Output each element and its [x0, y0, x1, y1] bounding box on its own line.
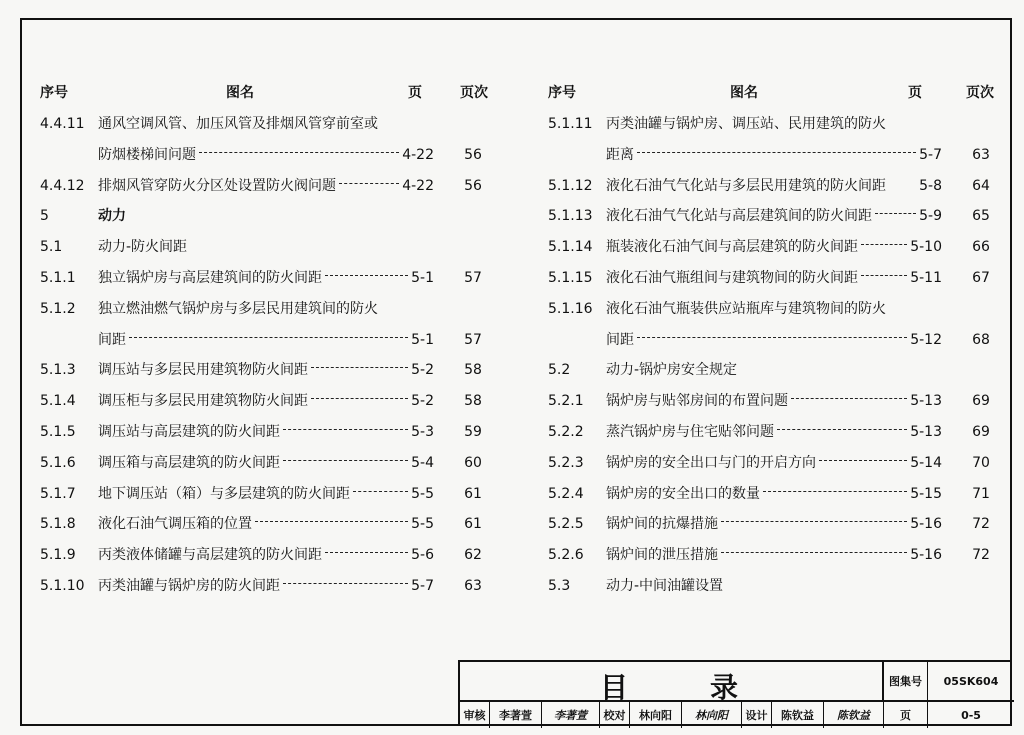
toc-row [548, 233, 1008, 261]
toc-page-ref: 5-8 [919, 177, 942, 194]
toc-title [98, 541, 434, 569]
toc-title-text: 丙类油罐与锅炉房、调压站、民用建筑的防火 [606, 116, 886, 132]
toc-title-text: 液化石油气气化站与多层民用建筑的防火间距 [606, 177, 886, 194]
toc-title [606, 172, 942, 200]
leader-dashes [353, 491, 408, 492]
toc-page-ref: 4-22 [402, 177, 434, 194]
toc-number: 5.1.11 [548, 116, 593, 132]
toc-title [98, 202, 434, 230]
toc-row [40, 387, 500, 415]
toc-row [40, 510, 500, 538]
check-label: 校对 [600, 702, 630, 728]
leader-dashes [763, 491, 907, 492]
toc-volume-page: 71 [972, 485, 990, 502]
toc-page-ref: 5-4 [411, 454, 434, 471]
leader-dashes [325, 275, 408, 276]
toc-number: 5.1.4 [40, 393, 76, 410]
toc-page-ref: 5-2 [411, 362, 434, 379]
toc-page-ref: 5-5 [411, 485, 434, 502]
header-vol: 页次 [460, 85, 488, 101]
toc-title-text: 液化石油气气化站与高层建筑间的防火间距 [606, 208, 872, 225]
toc-row [548, 326, 1008, 354]
toc-number: 4.4.11 [40, 116, 85, 132]
toc-volume-page: 64 [972, 177, 990, 194]
toc-page-ref: 5-6 [411, 547, 434, 564]
toc-number: 4.4.12 [40, 177, 85, 194]
header-name: 图名 [730, 85, 758, 101]
toc-volume-page: 65 [972, 208, 990, 225]
toc-title [98, 418, 434, 446]
toc-number: 5.2.4 [548, 485, 584, 502]
leader-dashes [283, 583, 408, 584]
toc-title-text: 液化石油气瓶组间与建筑物间的防火间距 [606, 270, 858, 286]
toc-title [98, 449, 434, 477]
toc-number: 5.1.7 [40, 485, 76, 502]
toc-number: 5.1.12 [548, 177, 593, 194]
toc-row [548, 202, 1008, 230]
review-label: 审核 [460, 702, 490, 728]
toc-volume-page: 57 [464, 331, 482, 348]
toc-title [606, 449, 942, 477]
toc-title-text: 间距 [98, 331, 126, 348]
toc-title [606, 326, 942, 354]
header-vol: 页次 [966, 85, 994, 101]
header-seq: 序号 [548, 85, 576, 101]
toc-page-ref: 5-13 [910, 393, 942, 410]
toc-title [98, 480, 434, 508]
toc-title [606, 356, 942, 384]
toc-title [98, 572, 434, 600]
toc-number: 5.2.3 [548, 454, 584, 471]
toc-number: 5.2 [548, 362, 571, 379]
title-block [458, 660, 1012, 726]
toc-number: 5.1.6 [40, 454, 76, 471]
title-cell [460, 662, 884, 702]
toc-title [98, 295, 434, 323]
toc-page-ref: 5-12 [910, 331, 942, 348]
toc-title-text: 调压箱与高层建筑的防火间距 [98, 454, 280, 471]
leader-dashes [283, 460, 408, 461]
toc-title [606, 295, 942, 323]
leader-dashes [819, 460, 907, 461]
toc-title-text: 丙类液体储罐与高层建筑的防火间距 [98, 547, 322, 564]
toc-title [606, 418, 942, 446]
leader-dashes [791, 398, 907, 399]
toc-row [548, 449, 1008, 477]
toc-volume-page: 58 [464, 393, 482, 410]
header-name: 图名 [226, 85, 254, 101]
toc-page-ref: 5-5 [411, 516, 434, 533]
toc-row [548, 141, 1008, 169]
toc-title-text: 地下调压站（箱）与多层建筑的防火间距 [98, 485, 350, 502]
toc-title [606, 141, 942, 169]
leader-dashes [199, 152, 399, 153]
toc-row [548, 172, 1008, 200]
toc-row [40, 356, 500, 384]
leader-dashes [325, 552, 408, 553]
header-page: 页 [408, 85, 422, 101]
toc-title [606, 572, 942, 600]
toc-title [98, 326, 434, 354]
toc-title-text: 丙类油罐与锅炉房的防火间距 [98, 578, 280, 594]
header-page: 页 [908, 85, 922, 101]
toc-number: 5.2.5 [548, 516, 584, 533]
toc-number: 5.2.6 [548, 547, 584, 564]
toc-title [98, 510, 434, 538]
toc-page-ref: 5-14 [910, 454, 942, 471]
toc-title [98, 141, 434, 169]
toc-title-text: 蒸汽锅炉房与住宅贴邻问题 [606, 424, 774, 440]
toc-page-ref: 5-11 [910, 270, 942, 286]
toc-page-ref: 5-16 [910, 547, 942, 564]
leader-dashes [129, 337, 408, 338]
toc-row [40, 295, 500, 323]
toc-title-text: 调压柜与多层民用建筑物防火间距 [98, 393, 308, 410]
toc-title-text: 动力-防火间距 [98, 239, 188, 256]
toc-title-text: 锅炉房的安全出口的数量 [606, 485, 760, 502]
toc-volume-page: 60 [464, 454, 482, 471]
toc-number: 5.2.1 [548, 393, 584, 410]
title-char-2: 录 [710, 671, 741, 704]
toc-title-text: 瓶装液化石油气间与高层建筑的防火间距 [606, 239, 858, 256]
toc-row [548, 110, 1008, 138]
toc-row [40, 110, 500, 138]
header-seq: 序号 [40, 85, 68, 101]
toc-row [40, 172, 500, 200]
toc-row [40, 449, 500, 477]
toc-title-text: 通风空调风管、加压风管及排烟风管穿前室或 [98, 116, 378, 132]
leader-dashes [311, 398, 408, 399]
leader-dashes [637, 337, 907, 338]
toc-number: 5.2.2 [548, 424, 584, 440]
leader-dashes [861, 244, 907, 245]
toc-page-ref: 5-7 [411, 578, 434, 594]
toc-title [98, 264, 434, 292]
toc-row [40, 233, 500, 261]
checker-signature: 林向阳 [682, 702, 742, 728]
toc-volume-page: 69 [972, 393, 990, 410]
toc-page-ref: 5-3 [411, 424, 434, 440]
toc-volume-page: 59 [464, 424, 482, 440]
toc-title [606, 387, 942, 415]
checker-name: 林向阳 [630, 702, 682, 728]
toc-title-text: 距离 [606, 146, 634, 163]
toc-number: 5.1.8 [40, 516, 76, 533]
toc-row [40, 541, 500, 569]
toc-row [40, 141, 500, 169]
leader-dashes [721, 521, 907, 522]
toc-volume-page: 61 [464, 485, 482, 502]
toc-volume-page: 56 [464, 146, 482, 163]
toc-page-ref: 5-16 [910, 516, 942, 533]
toc-number: 5.1.16 [548, 300, 593, 317]
toc-volume-page: 66 [972, 239, 990, 256]
toc-volume-page: 72 [972, 516, 990, 533]
leader-dashes [861, 275, 907, 276]
toc-title-text: 液化石油气瓶装供应站瓶库与建筑物间的防火 [606, 300, 886, 317]
leader-dashes [283, 429, 408, 430]
leader-dashes [311, 367, 408, 368]
toc-number: 5.1.1 [40, 270, 76, 286]
toc-title-text: 防烟楼梯间问题 [98, 146, 196, 163]
designer-name: 陈钦益 [772, 702, 824, 728]
toc-number: 5.1.9 [40, 547, 76, 564]
toc-title-text: 调压站与高层建筑的防火间距 [98, 424, 280, 440]
toc-row [40, 572, 500, 600]
toc-volume-page: 69 [972, 424, 990, 440]
design-label: 设计 [742, 702, 772, 728]
reviewer-name: 李著萱 [490, 702, 542, 728]
leader-dashes [339, 183, 399, 184]
toc-title-text: 动力-中间油罐设置 [606, 578, 724, 594]
toc-title-text: 排烟风管穿防火分区处设置防火阀问题 [98, 177, 336, 194]
toc-row [548, 356, 1008, 384]
toc-page-ref: 5-15 [910, 485, 942, 502]
leader-dashes [777, 429, 907, 430]
toc-page-ref: 5-1 [411, 270, 434, 286]
toc-title [606, 541, 942, 569]
toc-row [548, 264, 1008, 292]
toc-title [98, 110, 434, 138]
toc-title [606, 233, 942, 261]
toc-volume-page: 58 [464, 362, 482, 379]
toc-number: 5.1.5 [40, 424, 76, 440]
toc-title-text: 锅炉房与贴邻房间的布置问题 [606, 393, 788, 410]
title-char-1: 目 [600, 671, 631, 704]
toc-number: 5.1.13 [548, 208, 593, 225]
toc-title [606, 480, 942, 508]
toc-volume-page: 67 [972, 270, 990, 286]
toc-page-ref: 5-7 [919, 146, 942, 163]
toc-page-ref: 5-13 [910, 424, 942, 440]
toc-row [548, 295, 1008, 323]
toc-title [606, 110, 942, 138]
toc-row [40, 480, 500, 508]
toc-row [548, 510, 1008, 538]
toc-title [606, 510, 942, 538]
toc-title [98, 233, 434, 261]
toc-row [548, 387, 1008, 415]
toc-number: 5.1 [40, 239, 63, 256]
toc-volume-page: 70 [972, 454, 990, 471]
toc-volume-page: 68 [972, 331, 990, 348]
toc-page-ref: 5-10 [910, 239, 942, 256]
toc-volume-page: 72 [972, 547, 990, 564]
toc-title-text: 动力 [98, 208, 126, 225]
toc-row [548, 572, 1008, 600]
toc-number: 5 [40, 208, 49, 225]
toc-title [98, 356, 434, 384]
toc-volume-page: 61 [464, 516, 482, 533]
leader-dashes [721, 552, 907, 553]
leader-dashes [255, 521, 408, 522]
page-number: 0-5 [961, 708, 981, 722]
toc-row [40, 264, 500, 292]
page-label: 页 [884, 702, 928, 728]
toc-number: 5.1.14 [548, 239, 593, 256]
toc-title-text: 独立锅炉房与高层建筑间的防火间距 [98, 270, 322, 286]
toc-title-text: 液化石油气调压箱的位置 [98, 516, 252, 533]
toc-number: 5.1.15 [548, 270, 593, 286]
toc-title [606, 264, 942, 292]
atlas-number: 05SK604 [928, 662, 1014, 702]
leader-dashes [637, 152, 916, 153]
toc-row [548, 541, 1008, 569]
toc-title [98, 387, 434, 415]
leader-dashes [875, 213, 916, 214]
toc-row [40, 326, 500, 354]
toc-volume-page: 57 [464, 270, 482, 286]
toc-volume-page: 56 [464, 177, 482, 194]
toc-title-text: 动力-锅炉房安全规定 [606, 362, 738, 379]
designer-signature: 陈钦益 [824, 702, 884, 728]
toc-title-text: 间距 [606, 331, 634, 348]
toc-volume-page: 62 [464, 547, 482, 564]
toc-volume-page: 63 [464, 578, 482, 594]
toc-page-ref: 5-1 [411, 331, 434, 348]
toc-title [606, 202, 942, 230]
toc-title-text: 独立燃油燃气锅炉房与多层民用建筑间的防火 [98, 300, 378, 317]
toc-page-ref: 5-2 [411, 393, 434, 410]
toc-title-text: 锅炉间的泄压措施 [606, 547, 718, 564]
reviewer-signature: 李著萱 [542, 702, 600, 728]
toc-number: 5.1.2 [40, 300, 76, 317]
toc-title-text: 锅炉房的安全出口与门的开启方向 [606, 454, 816, 471]
toc-number: 5.1.3 [40, 362, 76, 379]
toc-page-ref: 5-9 [919, 208, 942, 225]
toc-row [548, 418, 1008, 446]
toc-page-ref: 4-22 [402, 146, 434, 163]
toc-number: 5.1.10 [40, 578, 85, 594]
toc-volume-page: 63 [972, 146, 990, 163]
toc-number: 5.3 [548, 578, 571, 594]
toc-title-text: 锅炉间的抗爆措施 [606, 516, 718, 533]
toc-row [548, 480, 1008, 508]
toc-row [40, 202, 500, 230]
toc-title-text: 调压站与多层民用建筑物防火间距 [98, 362, 308, 379]
toc-title [98, 172, 434, 200]
toc-row [40, 418, 500, 446]
atlas-label: 图集号 [884, 662, 928, 702]
